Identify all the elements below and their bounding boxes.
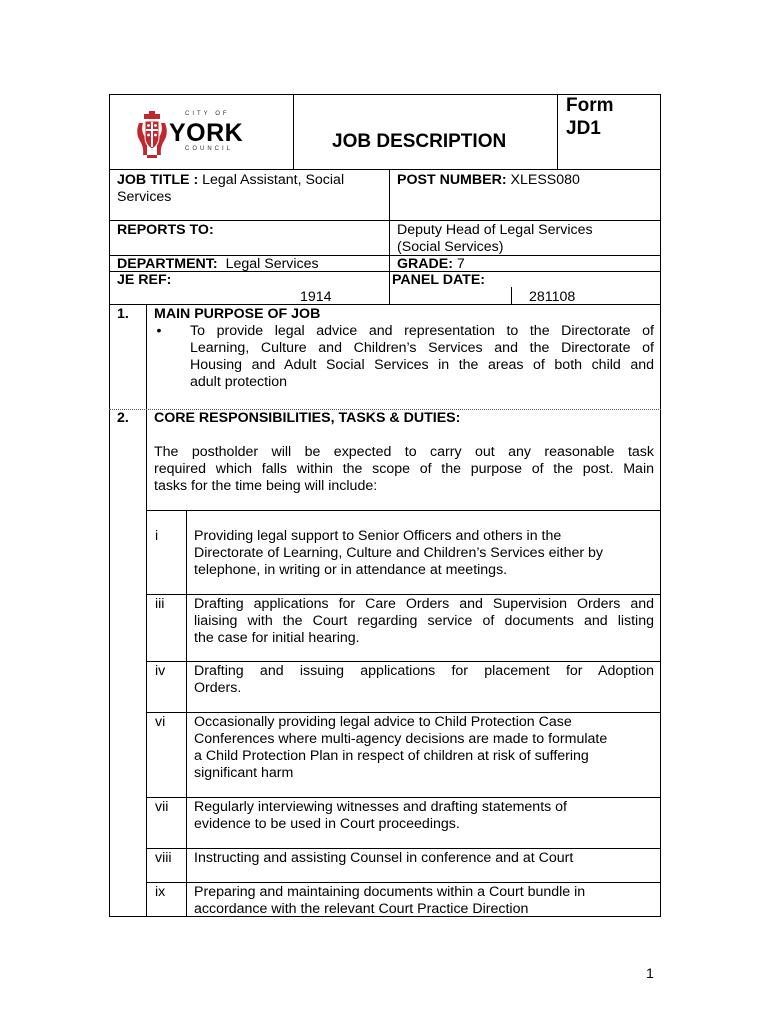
task-numeral: viii	[155, 850, 172, 866]
task-rule-6	[146, 882, 661, 883]
task-line: Drafting and issuing applications for placement for Adoption	[194, 663, 654, 679]
department-field	[117, 256, 319, 273]
bullet-line-1: To provide legal advice and representation to the Directorate of	[190, 323, 654, 339]
task-rule-1	[146, 594, 661, 595]
grade-label: GRADE:	[397, 256, 453, 272]
department-label: DEPARTMENT:	[117, 256, 218, 272]
bullet-line-2: Learning, Culture and Children’s Services and the Directorate of	[190, 340, 654, 356]
grade-value: 7	[456, 256, 465, 272]
reports-to-label: REPORTS TO:	[117, 222, 214, 238]
task-rule-5	[146, 848, 661, 849]
task-numeral: ix	[155, 884, 166, 900]
york-council-logo	[130, 108, 260, 160]
reports-to-value	[397, 222, 593, 256]
task-rule-4	[146, 797, 661, 798]
section-2-intro	[154, 444, 654, 495]
task-numeral: iv	[155, 663, 166, 679]
task-item	[194, 528, 654, 579]
panel-date-value: 281108	[529, 289, 576, 305]
task-item	[194, 799, 654, 833]
task-numeral: iii	[155, 596, 165, 612]
task-line: significant harm	[194, 765, 294, 781]
task-item	[194, 850, 654, 867]
section-1-number: 1.	[117, 306, 129, 322]
task-numeral: i	[155, 528, 159, 544]
je-ref-value: 1914	[300, 289, 332, 305]
task-item	[194, 663, 654, 697]
task-line: Drafting applications for Care Orders and Supervision Orders and	[194, 596, 654, 612]
task-line: the case for initial hearing.	[194, 630, 360, 646]
task-item	[194, 884, 654, 918]
logo-york: YORK	[169, 119, 244, 147]
tasks-numeral-divider	[186, 510, 187, 916]
task-item	[194, 714, 654, 782]
task-line: Preparing and maintaining documents within a Court bundle in	[194, 884, 586, 900]
york-crest-icon	[135, 111, 169, 159]
task-line: accordance with the relevant Court Practice Direction	[194, 901, 529, 917]
department-value: Legal Services	[225, 256, 319, 272]
post-number-field	[397, 172, 580, 189]
logo-council: COUNCIL	[185, 146, 234, 152]
header-bottom-rule	[109, 169, 661, 170]
reports-to-value-line-1: Deputy Head of Legal Services	[397, 222, 593, 238]
section-1-bullet	[190, 323, 654, 391]
tasks-top-rule	[146, 510, 661, 511]
job-title-field	[117, 172, 385, 206]
task-line: Directorate of Learning, Culture and Children’s Services either by	[194, 545, 604, 561]
table-left-border	[109, 94, 110, 917]
page-number: 1	[646, 966, 654, 982]
task-line: telephone, in writing or in attendance at meetings.	[194, 562, 508, 578]
task-line: Regularly interviewing witnesses and drafting statements of	[194, 799, 568, 815]
task-numeral: vii	[155, 799, 169, 815]
post-number-label: POST NUMBER:	[397, 172, 507, 188]
panel-date-divider	[511, 287, 512, 304]
table-right-border	[660, 94, 661, 917]
form-code: JD1	[566, 118, 601, 139]
je-ref-label: JE REF:	[117, 272, 172, 288]
reports-to-value-line-2: (Social Services)	[397, 239, 504, 255]
header-divider-1	[293, 94, 294, 169]
task-line: Providing legal support to Senior Officers and others in the	[194, 528, 562, 544]
page-title: JOB DESCRIPTION	[332, 131, 507, 152]
intro-line-3: tasks for the time being will include:	[154, 478, 378, 494]
section-2-number: 2.	[117, 410, 129, 426]
section-2-heading: CORE RESPONSIBILITIES, TASKS & DUTIES:	[154, 410, 461, 426]
bullet-line-3: Housing and Adult Social Services in the areas of both child and	[190, 357, 654, 373]
task-line: evidence to be used in Court proceedings.	[194, 816, 460, 832]
intro-line-1: The postholder will be expected to carry out any reasonable task	[154, 444, 654, 460]
je-ref-row-rule	[109, 304, 661, 305]
section-number-divider	[146, 304, 147, 916]
task-line: a Child Protection Plan in respect of children at risk of suffering	[194, 748, 589, 764]
header-divider-2	[557, 94, 558, 169]
intro-line-2: required which falls within the scope of the purpose of the post. Main	[154, 461, 654, 477]
bullet-line-4: adult protection	[190, 374, 288, 390]
task-line: Occasionally providing legal advice to Child Protection Case	[194, 714, 572, 730]
post-number-value: XLESS080	[510, 172, 580, 188]
section-1-heading: MAIN PURPOSE OF JOB	[154, 306, 321, 322]
form-label: Form	[566, 95, 614, 116]
task-item	[194, 596, 654, 647]
job-title-row-rule	[109, 220, 661, 221]
task-line: Orders.	[194, 680, 242, 696]
task-rule-3	[146, 712, 661, 713]
panel-date-label: PANEL DATE:	[392, 272, 486, 288]
logo-city-of: CITY OF	[185, 111, 230, 117]
task-line: Instructing and assisting Counsel in conference and at Court	[194, 850, 574, 866]
task-line: liaising with the Court regarding service of documents and listing	[194, 613, 654, 629]
task-numeral: vi	[155, 714, 166, 730]
task-rule-2	[146, 661, 661, 662]
job-title-label: JOB TITLE :	[117, 172, 199, 188]
bullet-icon: •	[156, 323, 162, 339]
grade-field	[397, 256, 465, 273]
job-title-value-cont: Services	[117, 189, 172, 205]
job-title-value: Legal Assistant, Social	[202, 172, 345, 188]
task-line: Conferences where multi-agency decisions are made to formulate	[194, 731, 608, 747]
fields-column-divider	[389, 169, 390, 304]
